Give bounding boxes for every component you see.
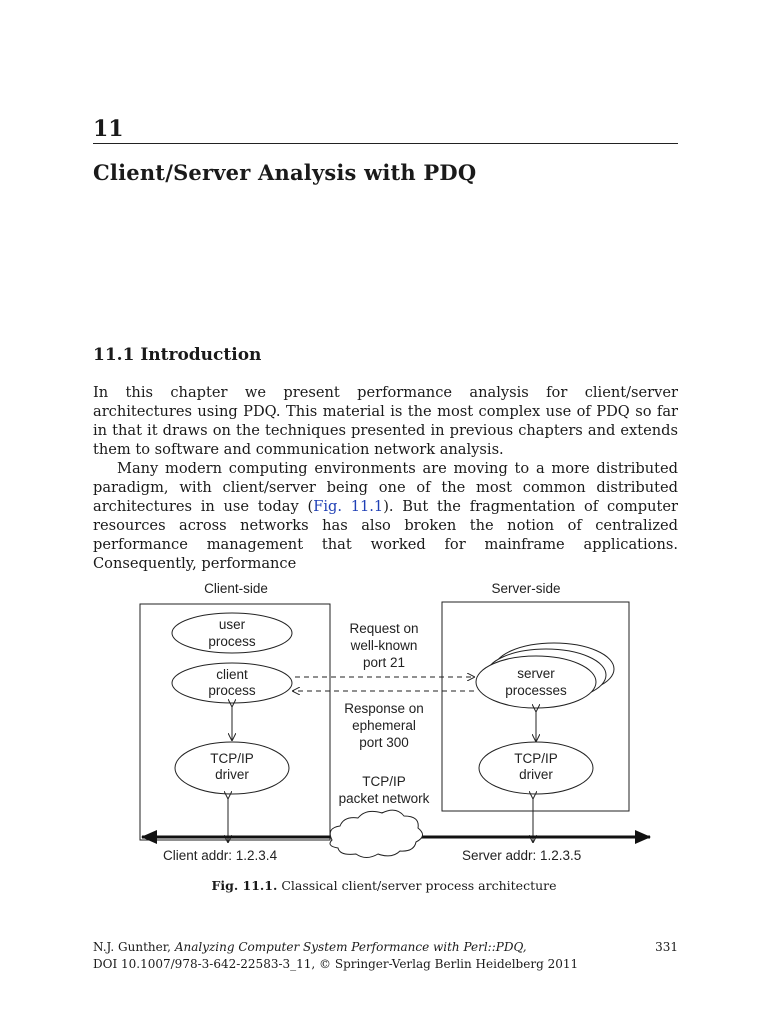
- response-label-1: Response on: [344, 701, 424, 716]
- paragraph-2-part-b: ). But the fragmentation of computer resources across networks has also broken the notion of centralized performance management that worked for mainframe applications. Consequently, performance: [93, 498, 678, 572]
- footer-doi: DOI 10.1007/978-3-642-22583-3_11, © Springer-Verlag Berlin Heidelberg 2011: [93, 957, 579, 971]
- client-tcp-label-1: TCP/IP: [210, 751, 254, 766]
- client-process-label-2: process: [208, 683, 256, 698]
- request-label-1: Request on: [349, 621, 419, 636]
- body-text: [93, 383, 678, 573]
- paragraph-2: [93, 459, 678, 573]
- footer-citation-line: [93, 939, 678, 956]
- network-cloud-icon: [330, 810, 423, 857]
- caption-label: Fig. 11.1.: [211, 878, 278, 893]
- paragraph-1: In this chapter we present performance analysis for client/server architectures using PDQ. This material is the most complex use of PDQ so far in that it draws on the techniques presented in previous chapters and extends them to software and communication network analysis.: [93, 384, 678, 458]
- figure-client-server: [120, 574, 680, 874]
- chapter-title: Client/Server Analysis with PDQ: [93, 160, 477, 185]
- paragraph-2-part-a: Many modern computing environments are moving to a more distributed paradigm, with client/server being one of the most common distributed architectures in use today (: [93, 460, 678, 515]
- footer-author: N.J. Gunther,: [93, 940, 171, 954]
- client-process-label-1: client: [216, 667, 248, 682]
- request-label-3: port 21: [362, 655, 406, 670]
- server-tcp-label-1: TCP/IP: [514, 751, 558, 766]
- client-address-label: Client addr: 1.2.3.4: [163, 848, 278, 863]
- response-label-3: port 300: [359, 735, 409, 750]
- server-tcp-label-2: driver: [519, 767, 553, 782]
- figure-caption: [0, 878, 768, 893]
- network-label-1: TCP/IP: [362, 774, 406, 789]
- user-process-label-2: process: [208, 634, 256, 649]
- client-side-label: Client-side: [204, 581, 268, 596]
- request-label-2: well-known: [350, 638, 418, 653]
- response-label-2: ephemeral: [352, 718, 416, 733]
- chapter-number: 11: [93, 116, 124, 142]
- footer-book-title: Analyzing Computer System Performance with Perl::PDQ,: [174, 940, 527, 954]
- figure-reference-link[interactable]: Fig. 11.1: [313, 498, 384, 515]
- server-side-label: Server-side: [491, 581, 561, 596]
- page-number: 331: [655, 940, 678, 954]
- page-footer: [93, 939, 678, 973]
- figure-diagram: [120, 574, 680, 874]
- server-processes-label-1: server: [517, 666, 555, 681]
- section-title: 11.1 Introduction: [93, 345, 262, 365]
- chapter-rule: [93, 143, 678, 144]
- server-address-label: Server addr: 1.2.3.5: [462, 848, 582, 863]
- caption-text: Classical client/server process architecture: [281, 878, 557, 893]
- server-processes-label-2: processes: [505, 683, 567, 698]
- user-process-label-1: user: [218, 617, 246, 632]
- server-processes-ellipse: [476, 656, 596, 708]
- network-label-2: packet network: [338, 791, 430, 806]
- client-tcp-label-2: driver: [215, 767, 249, 782]
